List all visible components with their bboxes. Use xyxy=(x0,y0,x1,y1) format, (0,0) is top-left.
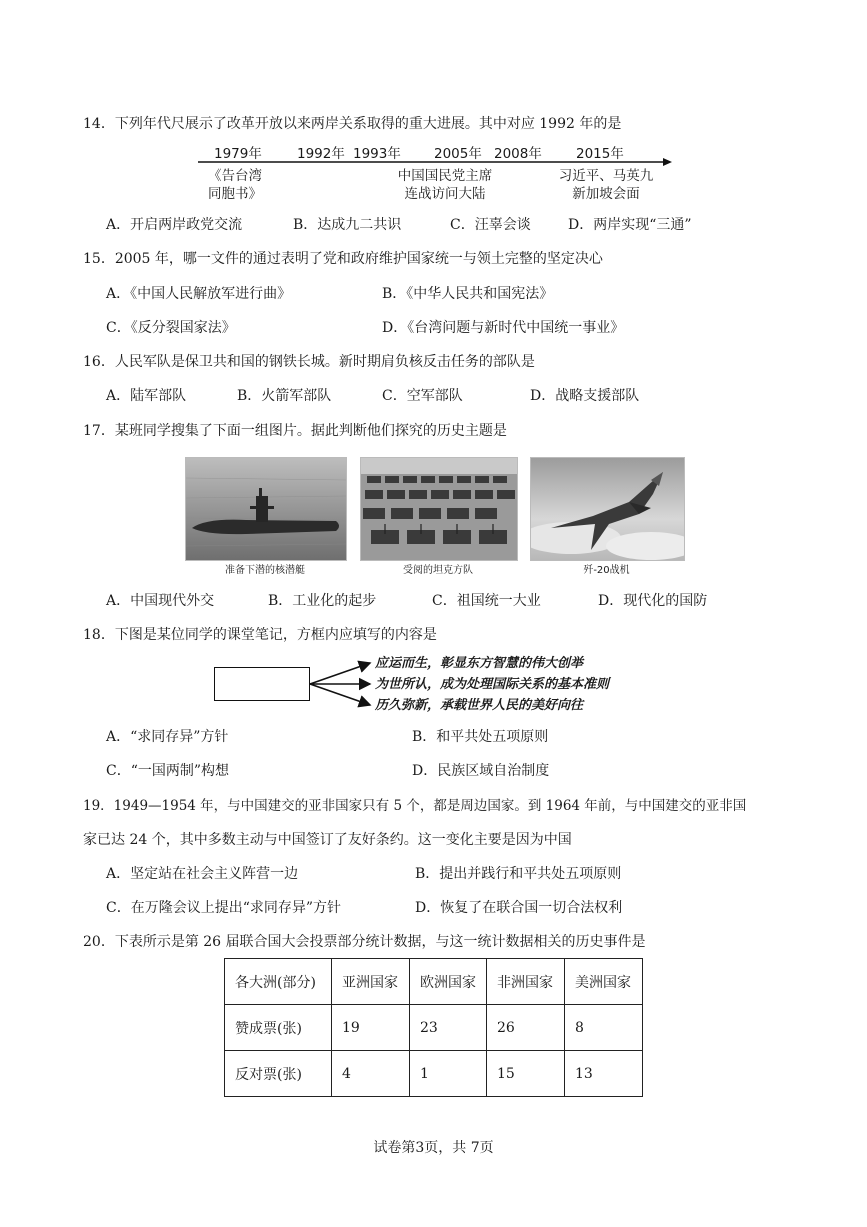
event-1979: 《告台湾 同胞书》 xyxy=(208,168,262,202)
table-cell: 赞成票(张) xyxy=(225,1005,332,1051)
note-line-1: 应运而生，彰显东方智慧的伟大创举 xyxy=(375,656,584,671)
table-header-cell: 欧洲国家 xyxy=(410,959,487,1005)
q17-option-c[interactable]: C．祖国统一大业 xyxy=(432,593,541,609)
q15-option-c[interactable]: C．《反分裂国家法》 xyxy=(106,320,236,336)
q17-option-a[interactable]: A．中国现代外交 xyxy=(106,593,215,609)
q15-option-a[interactable]: A．《中国人民解放军进行曲》 xyxy=(106,286,292,302)
table-header-row xyxy=(225,959,643,1005)
q16-option-c[interactable]: C．空军部队 xyxy=(382,388,463,404)
note-line-2: 为世所认，成为处理国际关系的基本准则 xyxy=(375,677,610,692)
q17-option-b[interactable]: B．工业化的起步 xyxy=(268,593,377,609)
q20-stem: 20．下表所示是第 26 届联合国大会投票部分统计数据，与这一统计数据相关的历史事件是 xyxy=(83,934,646,950)
q18-stem: 18．下图是某位同学的课堂笔记，方框内应填写的内容是 xyxy=(83,627,437,643)
table-cell: 15 xyxy=(487,1051,565,1097)
q18-option-b[interactable]: B．和平共处五项原则 xyxy=(412,729,549,745)
table-row xyxy=(225,1005,643,1051)
q16-option-d[interactable]: D．战略支援部队 xyxy=(530,388,640,404)
year-2008: 2008年 xyxy=(494,146,542,162)
event-2005: 中国国民党主席 连战访问大陆 xyxy=(397,168,493,202)
table-header-cell: 各大洲(部分) xyxy=(225,959,332,1005)
submarine-photo xyxy=(185,457,347,561)
table-cell: 4 xyxy=(332,1051,410,1097)
q16-option-b[interactable]: B．火箭军部队 xyxy=(237,388,332,404)
q17-stem: 17．某班同学搜集了下面一组图片。据此判断他们探究的历史主题是 xyxy=(83,423,507,439)
vote-table xyxy=(224,958,643,1097)
q18-option-a[interactable]: A．“求同存异”方针 xyxy=(106,729,229,745)
note-arrows xyxy=(308,655,376,715)
q19-stem-line-1: 19．1949—1954 年，与中国建交的亚非国家只有 5 个，都是周边国家。到 1964 年前，与中国建交的亚非国 xyxy=(83,798,747,814)
q14-option-b[interactable]: B．达成九二共识 xyxy=(293,217,402,233)
table-header-cell: 亚洲国家 xyxy=(332,959,410,1005)
blank-answer-box xyxy=(214,667,310,701)
q14-option-c[interactable]: C．汪辜会谈 xyxy=(450,217,531,233)
q16-option-a[interactable]: A．陆军部队 xyxy=(106,388,187,404)
q17-option-d[interactable]: D．现代化的国防 xyxy=(598,593,708,609)
caption-tanks: 受阅的坦克方队 xyxy=(403,565,473,576)
year-2005: 2005年 xyxy=(434,146,482,162)
table-cell: 反对票(张) xyxy=(225,1051,332,1097)
year-2015: 2015年 xyxy=(576,146,624,162)
caption-j20: 歼-20战机 xyxy=(583,565,630,576)
table-cell: 1 xyxy=(410,1051,487,1097)
table-row xyxy=(225,1051,643,1097)
q15-option-d[interactable]: D．《台湾问题与新时代中国统一事业》 xyxy=(382,320,625,336)
event-2015: 习近平、马英九 新加坡会面 xyxy=(558,168,654,202)
j20-fighter-photo xyxy=(530,457,685,561)
q14-stem: 14．下列年代尺展示了改革开放以来两岸关系取得的重大进展。其中对应 1992 年的是 xyxy=(83,116,622,132)
year-1992: 1992年 xyxy=(297,146,345,162)
caption-submarine: 准备下潜的核潜艇 xyxy=(225,565,305,576)
year-1979: 1979年 xyxy=(214,146,262,162)
note-line-3: 历久弥新，承载世界人民的美好向往 xyxy=(375,698,584,713)
q15-stem: 15．2005 年，哪一文件的通过表明了党和政府维护国家统一与领土完整的坚定决心 xyxy=(83,251,603,267)
table-cell: 19 xyxy=(332,1005,410,1051)
table-cell: 13 xyxy=(565,1051,643,1097)
q18-option-d[interactable]: D．民族区域自治制度 xyxy=(412,763,550,779)
q14-option-d[interactable]: D．两岸实现“三通” xyxy=(568,217,692,233)
q19-option-a[interactable]: A．坚定站在社会主义阵营一边 xyxy=(106,866,299,882)
q16-stem: 16．人民军队是保卫共和国的钢铁长城。新时期肩负核反击任务的部队是 xyxy=(83,354,535,370)
year-1993: 1993年 xyxy=(353,146,401,162)
q18-option-c[interactable]: C．“一国两制”构想 xyxy=(106,763,230,779)
table-cell: 8 xyxy=(565,1005,643,1051)
q15-option-b[interactable]: B．《中华人民共和国宪法》 xyxy=(382,286,554,302)
table-header-cell: 美洲国家 xyxy=(565,959,643,1005)
tank-parade-photo xyxy=(360,457,518,561)
page-footer: 试卷第3页，共 7页 xyxy=(373,1140,494,1156)
table-header-cell: 非洲国家 xyxy=(487,959,565,1005)
q14-option-a[interactable]: A．开启两岸政党交流 xyxy=(106,217,243,233)
table-cell: 26 xyxy=(487,1005,565,1051)
q19-option-b[interactable]: B．提出并践行和平共处五项原则 xyxy=(415,866,622,882)
q19-option-c[interactable]: C．在万隆会议上提出“求同存异”方针 xyxy=(106,900,342,916)
table-cell: 23 xyxy=(410,1005,487,1051)
q19-option-d[interactable]: D．恢复了在联合国一切合法权利 xyxy=(415,900,623,916)
q19-stem-line-2: 家已达 24 个，其中多数主动与中国签订了友好条约。这一变化主要是因为中国 xyxy=(83,832,572,848)
